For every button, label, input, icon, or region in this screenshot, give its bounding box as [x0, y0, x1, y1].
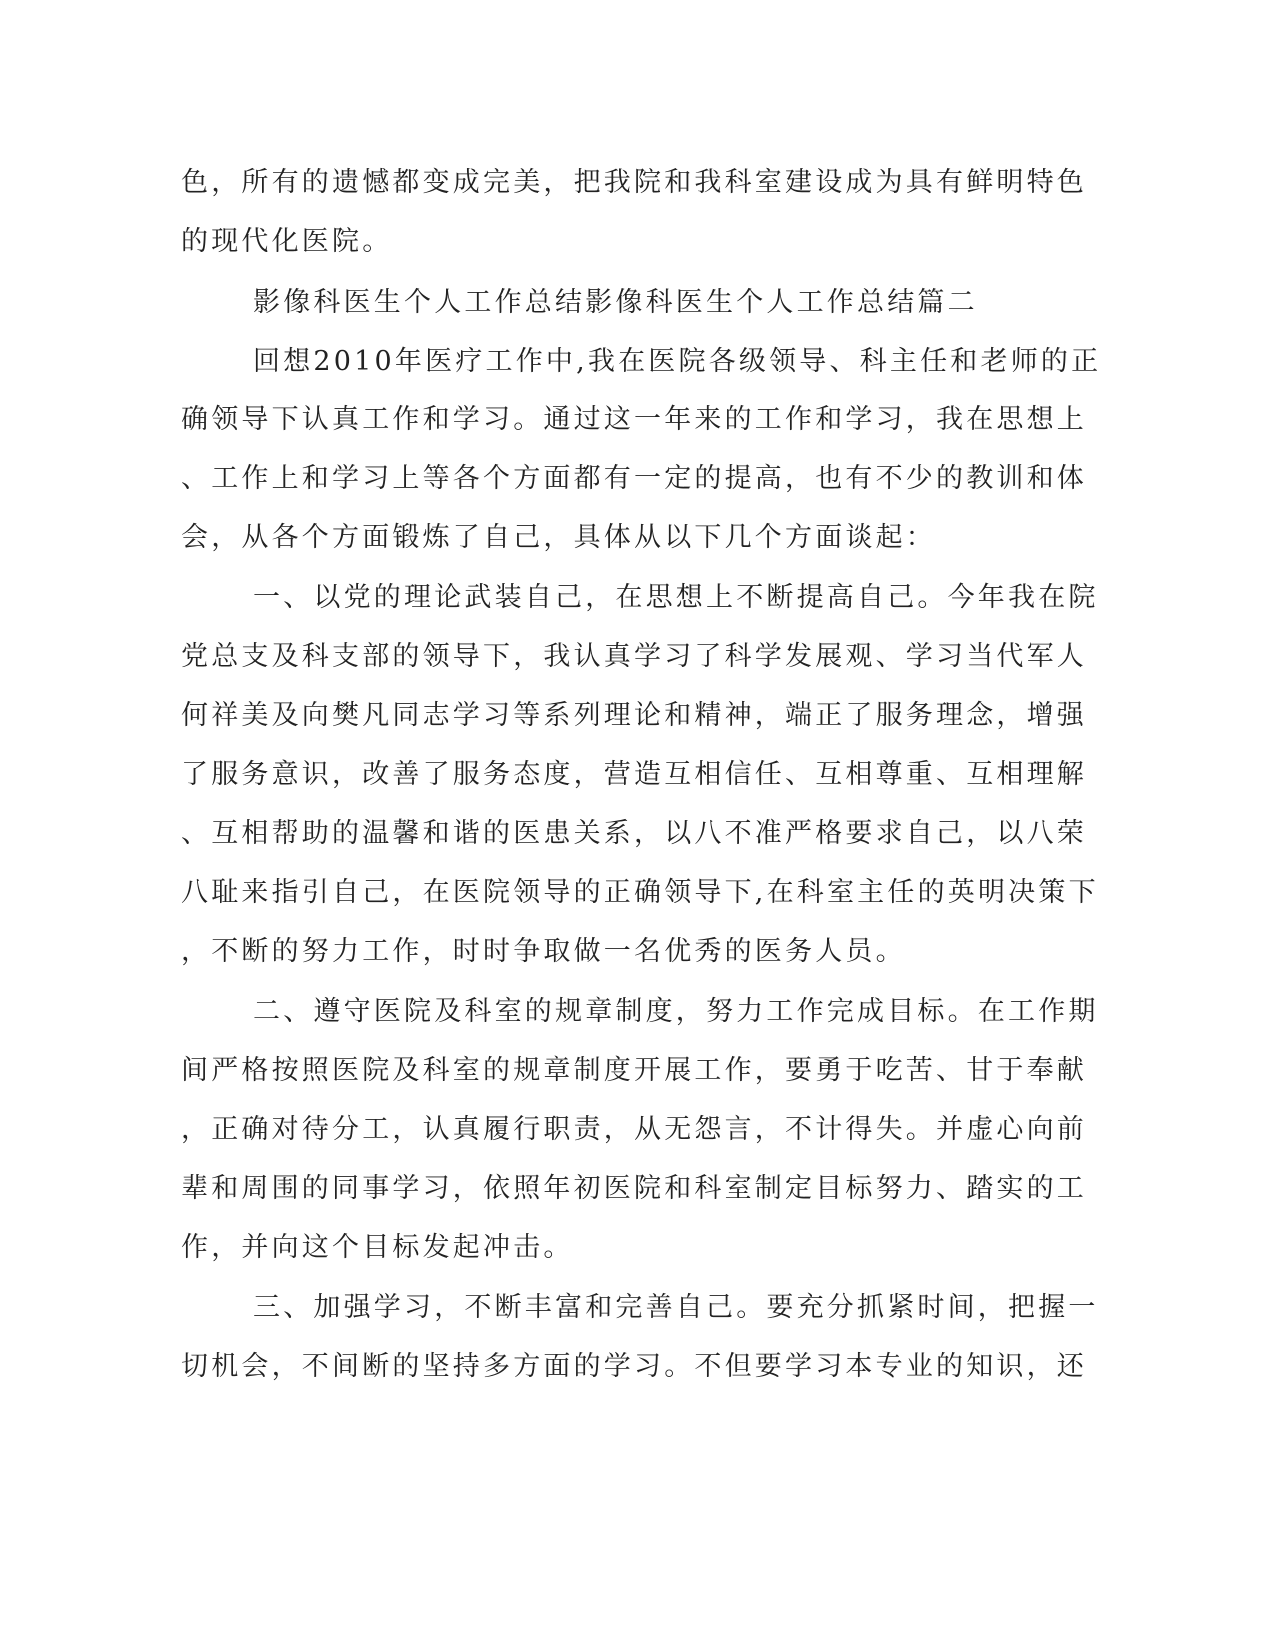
body-text-line: 切机会，不间断的坚持多方面的学习。不但要学习本专业的知识，还 — [181, 1351, 1087, 1382]
body-text-line: 八耻来指引自己，在医院领导的正确领导下,在科室主任的英明决策下 — [181, 877, 1099, 908]
body-text-line: 确领导下认真工作和学习。通过这一年来的工作和学习，我在思想上 — [181, 404, 1087, 435]
body-text-line: 的现代化医院。 — [181, 226, 393, 257]
paragraph-first-line: 回想2010年医疗工作中,我在医院各级领导、科主任和老师的正 — [253, 346, 1102, 377]
body-text-line: 色，所有的遗憾都变成完美，把我院和我科室建设成为具有鲜明特色 — [181, 167, 1087, 198]
paragraph-first-line: 一、以党的理论武装自己，在思想上不断提高自己。今年我在院 — [253, 582, 1099, 613]
body-text-line: 会，从各个方面锻炼了自己，具体从以下几个方面谈起： — [181, 522, 936, 553]
body-text-line: 何祥美及向樊凡同志学习等系列理论和精神，端正了服务理念，增强 — [181, 700, 1087, 731]
section-heading: 影像科医生个人工作总结影像科医生个人工作总结篇二 — [253, 287, 978, 318]
body-text-line: 间严格按照医院及科室的规章制度开展工作，要勇于吃苦、甘于奉献 — [181, 1055, 1087, 1086]
body-text-line: 作，并向这个目标发起冲击。 — [181, 1232, 574, 1263]
body-text-line: 、工作上和学习上等各个方面都有一定的提高，也有不少的教训和体 — [181, 463, 1087, 494]
body-text-line: 了服务意识，改善了服务态度，营造互相信任、互相尊重、互相理解 — [181, 759, 1087, 790]
body-text-line: ，不断的努力工作，时时争取做一名优秀的医务人员。 — [181, 936, 906, 967]
paragraph-first-line: 三、加强学习，不断丰富和完善自己。要充分抓紧时间，把握一 — [253, 1292, 1099, 1323]
body-text-line: 、互相帮助的温馨和谐的医患关系，以八不准严格要求自己，以八荣 — [181, 818, 1087, 849]
body-text-line: ，正确对待分工，认真履行职责，从无怨言，不计得失。并虚心向前 — [181, 1114, 1087, 1145]
paragraph-first-line: 二、遵守医院及科室的规章制度，努力工作完成目标。在工作期 — [253, 996, 1099, 1027]
body-text-line: 辈和周围的同事学习，依照年初医院和科室制定目标努力、踏实的工 — [181, 1173, 1087, 1204]
body-text-line: 党总支及科支部的领导下，我认真学习了科学发展观、学习当代军人 — [181, 641, 1087, 672]
